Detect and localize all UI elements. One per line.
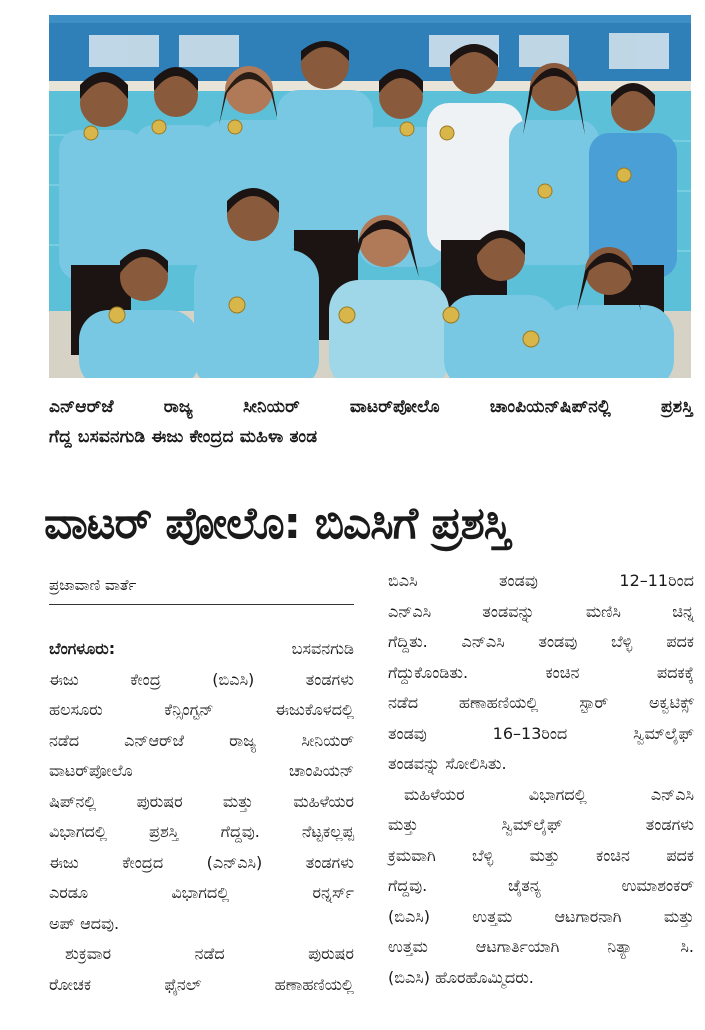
- article-line: ನಡೆದ ಎನ್‌ಆರ್‌ಜೆ ರಾಜ್ಯ ಸೀನಿಯರ್: [49, 730, 354, 750]
- photo-caption: [49, 392, 693, 452]
- article-line: ಎರಡೂ ವಿಭಾಗದಲ್ಲಿ ರನ್ನರ್ಸ್: [49, 883, 354, 902]
- caption-line: ಎನ್ಆರ್‌ಜೆ ರಾಜ್ಯ ಸೀನಿಯರ್ ವಾಟರ್‌ಪೋಲೊ ಚಾಂಪಿಯನ್‌ಷಿಪ್‌ನಲ್ಲಿ ಪ್ರಶಸ್ತಿ: [49, 397, 693, 417]
- caption-line: ಗೆದ್ದ ಬಸವನಗುಡಿ ಈಜು ಕೇಂದ್ರದ ಮಹಿಳಾ ತಂಡ: [49, 427, 318, 447]
- team-photo-illustration: [49, 15, 691, 378]
- article-line: ವಾಟರ್‌ಪೋಲೊ ಚಾಂಪಿಯನ್: [49, 761, 354, 780]
- dateline: ಬೆಂಗಳೂರು:: [49, 639, 116, 658]
- article-line: ಗೆದ್ದವು. ಚೈತನ್ಯ ಉಮಾಶಂಕರ್: [388, 876, 694, 895]
- article-line: ಶುಕ್ರವಾರ ನಡೆದ ಪುರುಷರ: [65, 944, 354, 963]
- article-line: ಬೆಂಗಳೂರು: ಬಸವನಗುಡಿ: [49, 639, 354, 658]
- article-line: ತಂಡವನ್ನು ಸೋಲಿಸಿತು.: [388, 754, 507, 773]
- headline: ವಾಟರ್ ಪೋಲೊ: ಬಿಎಸಿಗೆ ಪ್ರಶಸ್ತಿ: [44, 498, 510, 549]
- article-line: ಬಿಎಸಿ ತಂಡವು 12–11ರಿಂದ: [388, 571, 694, 590]
- article-line: ವಿಭಾಗದಲ್ಲಿ ಪ್ರಶಸ್ತಿ ಗೆದ್ದವು. ನೆಟ್ಟಕಲ್ಲಪ್ಪ: [49, 822, 354, 841]
- byline: ಪ್ರಜಾವಾಣಿ ವಾರ್ತೆ: [49, 572, 354, 605]
- article-line: ಈಜು ಕೇಂದ್ರ (ಬಿಎಸಿ) ತಂಡಗಳು: [49, 669, 354, 689]
- article-line: (ಬಿಎಸಿ) ಹೊರಹೊಮ್ಮಿದರು.: [388, 967, 534, 987]
- article-column-right: [388, 566, 694, 993]
- article-line: ಎನ್‌ಎಸಿ ತಂಡವನ್ನು ಮಣಿಸಿ ಚಿನ್ನ: [388, 601, 694, 621]
- article-line: ಕ್ರಮವಾಗಿ ಬೆಳ್ಳಿ ಮತ್ತು ಕಂಚಿನ ಪದಕ: [388, 845, 694, 865]
- article-line: ಮತ್ತು ಸ್ವಿಮ್‌ಲೈಫ್ ತಂಡಗಳು: [388, 815, 694, 834]
- article-line: ಹಲಸೂರು ಕೆನ್ಸಿಂಗ್ಟನ್ ಈಜುಕೊಳದಲ್ಲಿ: [49, 700, 354, 719]
- article-line: ಈಜು ಕೇಂದ್ರದ (ಎನ್‌ಎಸಿ) ತಂಡಗಳು: [49, 852, 354, 872]
- article-line: ತಂಡವು 16–13ರಿಂದ ಸ್ವಿಮ್‌ಲೈಫ್: [388, 723, 694, 743]
- article-line: ನಡೆದ ಹಣಾಹಣಿಯಲ್ಲಿ ಸ್ಟಾರ್ ಅಕ್ವಟಿಕ್ಸ್: [388, 693, 694, 712]
- article-line: ಉತ್ತಮ ಆಟಗಾರ್ತಿಯಾಗಿ ನಿತ್ಯಾ ಸಿ.: [388, 937, 694, 956]
- article-line: ಗೆದ್ದುಕೊಂಡಿತು. ಕಂಚಿನ ಪದಕಕ್ಕೆ: [388, 662, 694, 682]
- article-line: ಗೆದ್ದಿತು. ಎನ್‌ಎಸಿ ತಂಡವು ಬೆಳ್ಳಿ ಪದಕ: [388, 632, 694, 651]
- article-line: (ಬಿಎಸಿ) ಉತ್ತಮ ಆಟಗಾರನಾಗಿ ಮತ್ತು: [388, 906, 694, 926]
- article-column-left: [49, 634, 354, 1000]
- article-line: ರೋಚಕ ಫೈನಲ್ ಹಣಾಹಣಿಯಲ್ಲಿ: [49, 974, 354, 994]
- article-line: ಮಹಿಳೆಯರ ವಿಭಾಗದಲ್ಲಿ ಎನ್‌ಎಸಿ: [404, 784, 694, 804]
- team-photo: [49, 15, 691, 378]
- article-line: ಅಪ್ ಆದವು.: [49, 913, 120, 933]
- article-line: ಷಿಪ್‌ನಲ್ಲಿ ಪುರುಷರ ಮತ್ತು ಮಹಿಳೆಯರ: [49, 791, 354, 811]
